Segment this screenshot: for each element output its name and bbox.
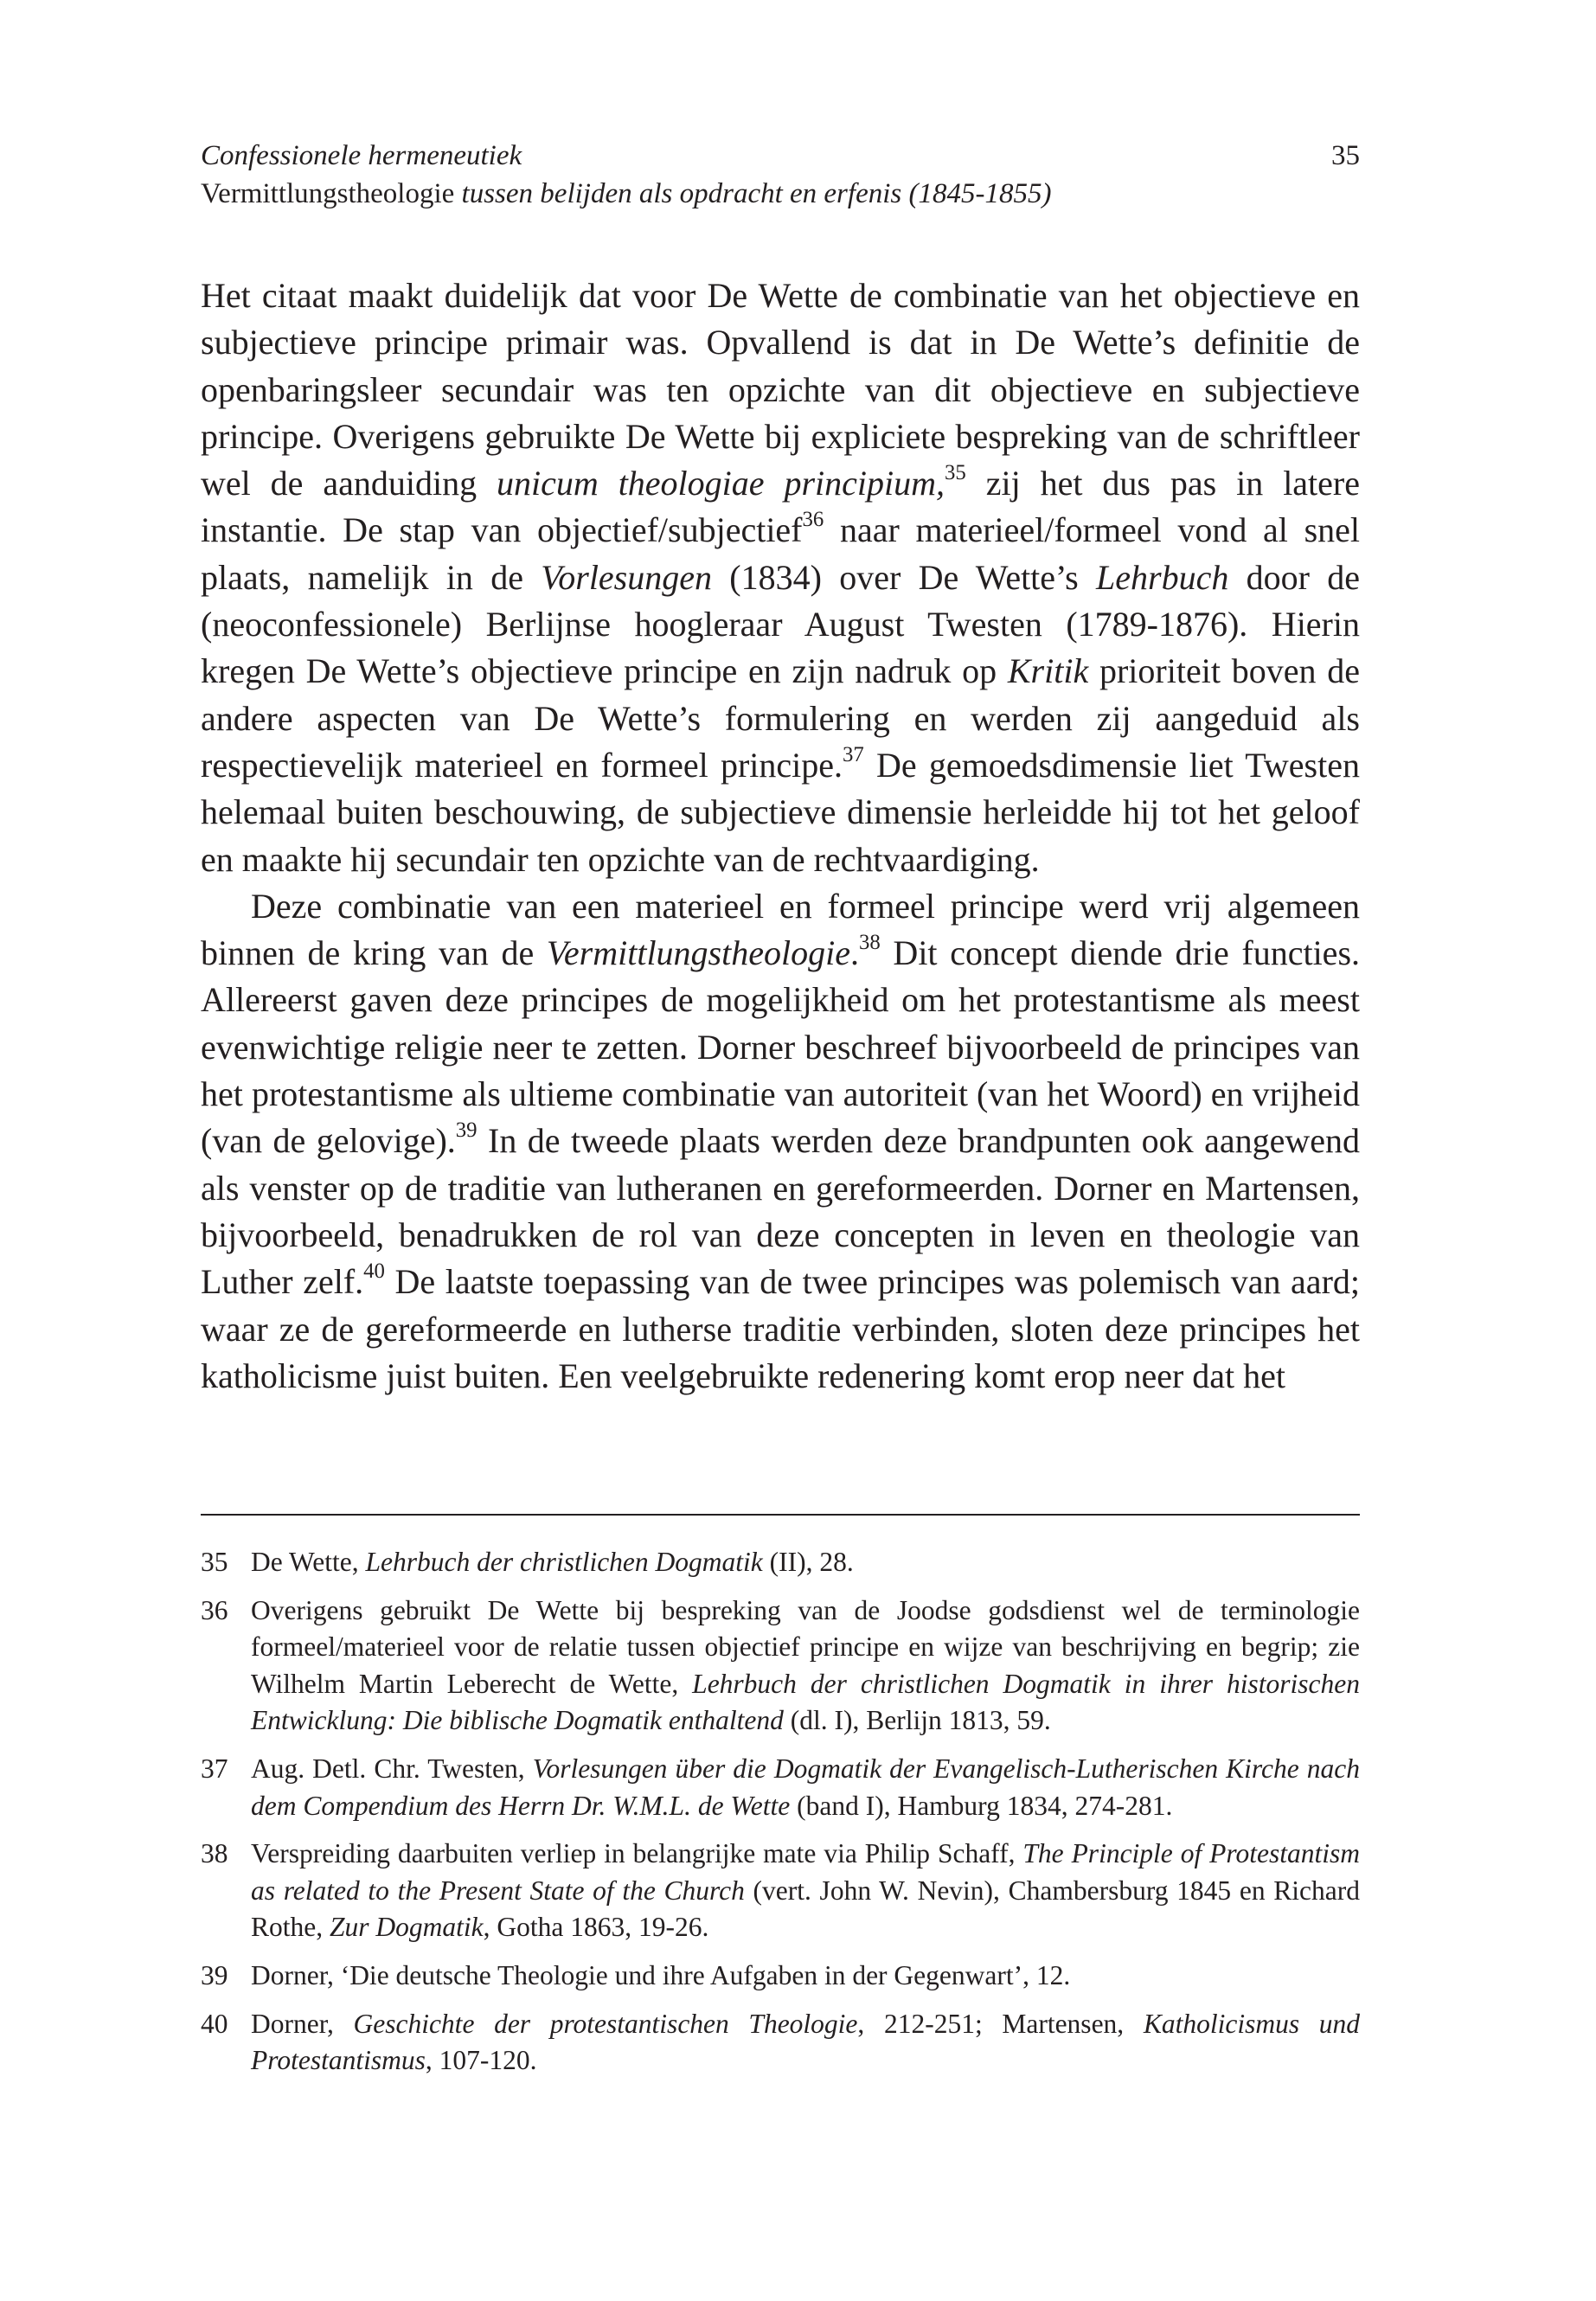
footnote-39 <box>201 1958 1360 1995</box>
footnote-number: 40 <box>201 2008 228 2039</box>
footnote-ref-40: 40 <box>363 1259 385 1284</box>
footnote-number: 38 <box>201 1838 228 1869</box>
paragraph-2: Deze combinatie van een materieel en formeel principe werd vrij algemeen binnen de kring van de Vermittlungstheologie.$^{38}$ Dit concept diende drie functies. Allereerst gaven deze principes de mogelijkheid om het protestantisme als meest evenwichtige religie neer te zetten. Dorner beschreef bijvoorbeeld de principes van het protestantisme als ultieme combinatie van autoriteit (van het Woord) en vrijheid (van de gelovige).$^{39}$ In de tweede plaats werden deze brandpunten ook aangewend als venster op de traditie van lutheranen en gereformeerden. Dorner en Martensen, bijvoorbeeld, benadrukken de rol van deze concepten in leven en theologie van Luther zelf.$^{40}$ De laatste toepassing van de twee principes was polemisch van aard; waar ze de gereformeerde en lutherse traditie verbinden, sloten deze principes het katholicisme juist buiten. Een veelgebruikte redenering komt erop neer dat het <box>201 886 1361 1395</box>
body-text <box>201 272 1360 1400</box>
subtitle-plain: Vermittlungstheologie <box>201 178 462 209</box>
paragraph-1: Het citaat maakt duidelijk dat voor De Wette de combinatie van het objectieve en subjectieve principe primair was. Opvallend is dat in De Wette’s definitie de openbaringsleer secundair was ten opzichte van dit objectieve en subjectieve principe. Overigens gebruikte De Wette bij expliciete bespreking van de schriftleer wel de aanduiding unicum theologiae principium,$^{35}$ zij het dus pas in latere instantie. De stap van objectief/subjectief$^{36}$ naar materieel/formeel vond al snel plaats, namelijk in de Vorlesungen (1834) over De Wette’s Lehrbuch door de (neoconfessionele) Berlijnse hoogleraar August Twesten (1789-1876). Hierin kregen De Wette’s objectieve principe en zijn nadruk op Kritik prioriteit boven de andere aspecten van De Wette’s formulering en werden zij aangeduid als respectievelijk materieel en formeel principe.$^{37}$ De gemoedsdimensie liet Twesten helemaal buiten beschouwing, de subjectieve dimensie herleidde hij tot het geloof en maakte hij secundair ten opzichte van de rechtvaardiging. <box>201 276 1361 879</box>
running-head <box>201 137 1360 213</box>
footnote-text: Aug. Detl. Chr. Twesten, Vorlesungen über die Dogmatik der Evangelisch-Lutherischen Kirche nach dem Compendium des Herrn Dr. W.M.L. de Wette (band I), Hamburg 1834, 274-281. <box>251 1753 1361 1821</box>
subtitle-italic: tussen belijden als opdracht en erfenis (1845-1855) <box>461 178 1052 209</box>
footnote-text: Dorner, Geschichte der protestantischen Theologie, 212-251; Martensen, Katholicismus und Protestantismus, 107-120. <box>251 2008 1361 2076</box>
footnote-number: 39 <box>201 1959 228 1990</box>
footnotes <box>201 1544 1360 2091</box>
running-head-title: Confessionele hermeneutiek <box>201 140 522 171</box>
footnote-text: De Wette, Lehrbuch der christlichen Dogmatik (II), 28. <box>251 1547 854 1577</box>
footnote-ref-35: 35 <box>945 461 966 485</box>
footnote-37 <box>201 1751 1360 1824</box>
footnote-ref-39: 39 <box>455 1118 478 1143</box>
footnote-40 <box>201 2006 1360 2080</box>
footnote-ref-38: 38 <box>858 931 881 955</box>
footnote-ref-37: 37 <box>843 742 864 766</box>
running-head-subtitle <box>201 175 1360 213</box>
footnote-36 <box>201 1593 1360 1740</box>
page-number: 35 <box>1331 140 1360 171</box>
footnote-38 <box>201 1836 1360 1946</box>
footnote-number: 37 <box>201 1753 228 1784</box>
footnote-separator <box>201 1514 1360 1516</box>
footnote-35 <box>201 1544 1360 1581</box>
footnote-text: Overigens gebruikt De Wette bij bespreking van de Joodse godsdienst wel de terminologie formeel/materieel voor de relatie tussen objectief principe en wijze van beschrijving en begrip; zie Wilhelm Martin Leberecht de Wette, Lehrbuch der christlichen Dogmatik in ihrer historischen Entwicklung: Die biblische Dogmatik enthaltend (dl. I), Berlijn 1813, 59. <box>251 1594 1360 1736</box>
footnote-text: Dorner, ‘Die deutsche Theologie und ihre Aufgaben in der Gegenwart’, 12. <box>251 1959 1071 1990</box>
footnote-text: Verspreiding daarbuiten verliep in belangrijke mate via Philip Schaff, The Principle of Protestantism as related to the Present State of the Church (vert. John W. Nevin), Chambersburg 1845 en Richard Rothe, Zur Dogmatik, Gotha 1863, 19-26. <box>251 1838 1360 1943</box>
footnote-number: 36 <box>201 1594 228 1625</box>
footnote-number: 35 <box>201 1547 228 1577</box>
footnote-ref-36: 36 <box>802 508 824 532</box>
